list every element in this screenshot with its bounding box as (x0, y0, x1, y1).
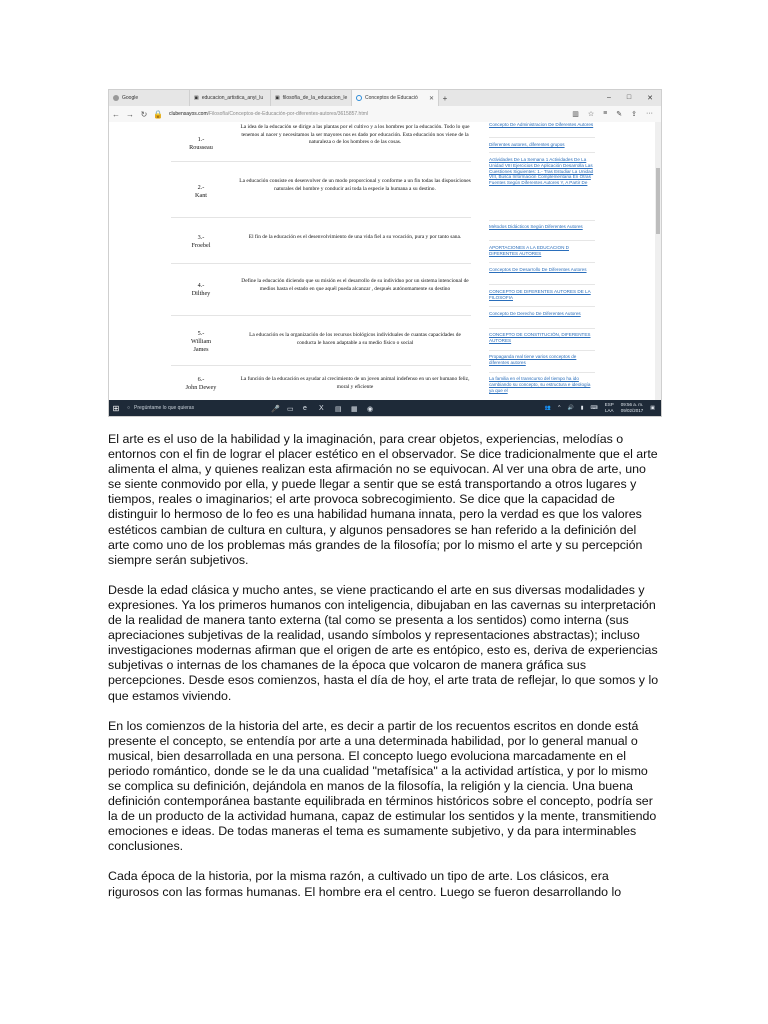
web-note-icon[interactable]: ✎ (616, 111, 623, 118)
url-path: /Filosofía/Conceptos-de-Educación-por-diferentes-autores/3615857.html (207, 111, 369, 117)
definition-cell: La educación es la organización de los recursos biológicos individuales de cuantas capacidades de conducta le hacen adaptable a su medio físico o social (249, 332, 461, 346)
tab-educacion-artistica[interactable] (190, 90, 271, 106)
task-view-icon[interactable]: ▭ (287, 405, 294, 413)
tab-label: Google (122, 95, 139, 101)
web-page-content (109, 122, 661, 400)
lock-icon: 🔒 (153, 109, 163, 119)
tab-filosofia-educacion[interactable] (271, 90, 352, 106)
article-paragraph: El arte es el uso de la habilidad y la imaginación, para crear objetos, experiencias, melodías o entornos con el fin de lograr el placer estético en el observador. Se dice tradicionalmente que el arte alimenta el alma, y quienes realizan esta afirmación no se equivocan. Al ver una obra de arte, uno se siente conmovido por ella, y puede llegar a sentir que se está transportando a otros lugares y tiempos, reales o imaginarios; el arte provoca sobrecogimiento. Se dice que la capacidad de distinguir lo hermoso de lo feo es una habilidad humana innata, pero la verdad es que los valores estéticos cambian de cultura en cultura, y algunos pensadores se han referido a la definición del arte como uno de los problemas más grandes de la filosofía; por lo mismo el arte y su percepción siempre serán subjetivos. (108, 432, 658, 567)
google-icon (113, 95, 119, 101)
cortana-search-box[interactable] (123, 400, 247, 416)
definition-cell: La educación consiste en desenvolver de un modo proporcional y conforme a un fin todas las disposiciones naturales del hombre y conducir así toda la especie la humana a su destino. (239, 178, 471, 192)
related-link[interactable]: Propaganda real tiene varios conceptos de diferentes autores (489, 354, 577, 365)
definition-cell: Define la educación diciendo que su misión es el desarrollo de su individuo por un sistema intencional de medios hasta el estado en que aquél pueda alcanzar , después autónomamente su destino (241, 278, 469, 292)
edge-icon (356, 95, 362, 101)
maximize-button[interactable]: □ (626, 94, 632, 101)
table-row (171, 166, 471, 218)
address-bar-icons (572, 110, 661, 118)
related-link[interactable]: Concepto De Derecho De Diferentes Autores (489, 311, 581, 316)
tab-label: educacion_artistica_anyi_lu (201, 95, 264, 101)
microphone-icon[interactable]: 🎤 (271, 405, 280, 413)
definition-cell: La idea de la educación se dirige a las plantas por el cultivo y a los hombres por la educación. Todo lo que tenemos al nacer y necesitamos la ser mayores nos es dado por educación. Esta educación nos viene de la naturaleza o de los hombres o de las cosas. (240, 124, 470, 146)
related-link[interactable]: La familia en el transcurso del tiempo ha ido cambiando su concepto, su estructura e ideología ya que el (489, 376, 591, 393)
favorite-star-icon[interactable]: ☆ (587, 111, 595, 118)
network-icon[interactable]: ▮ (580, 405, 584, 411)
windows-taskbar (109, 400, 661, 416)
chevron-up-icon[interactable]: ^ (558, 405, 561, 411)
store-icon[interactable]: ▦ (351, 405, 358, 413)
table-row (171, 268, 471, 316)
definition-cell: La función de la educación es ayudar al crecimiento de un joven animal indefenso en un ser humano feliz, moral y eficiente (240, 376, 470, 390)
windows-start-icon[interactable]: ⊞ (112, 403, 120, 413)
edge-active-icon[interactable]: ◉ (367, 405, 374, 413)
related-link[interactable]: Conceptos De Desarrollo De Diferentes Autores (489, 267, 587, 272)
taskbar-apps (271, 405, 374, 412)
tab-label: Conceptos de Educació (365, 95, 418, 101)
back-arrow-icon[interactable]: ← (112, 109, 120, 119)
minimize-button[interactable]: – (606, 94, 611, 101)
forward-arrow-icon[interactable]: → (126, 109, 134, 119)
article-paragraph: Desde la edad clásica y mucho antes, se viene practicando el arte en sus diversas modalidades y expresiones. Ya los primeros humanos con inteligencia, dibujaban en las cavernas su interpretación de la realidad de manera tanto externa (tal como se presenta a los sentidos) como interna (sus apreciaciones subjetivas de la realidad, usando símbolos y representaciones abstractas); incluso investigaciones modernas afirman que el origen de arte es entópico, esto es, deriva de experiencias subjetivas o internas de los chamanes de la época que volcaron de manera gráfica sus percepciones. Desde esos comienzos, hasta el día de hoy, el arte trata de reflejar, lo que somos y lo que estamos viviendo. (108, 582, 659, 703)
hub-icon[interactable]: ≡ (603, 110, 608, 117)
url-host: clubensayos.com (169, 111, 208, 117)
search-placeholder: Pregúntame lo que quieras (134, 405, 195, 411)
related-link[interactable]: CONCEPTO DE DIFERENTES AUTORES DE LA FILOSOFIA (489, 289, 591, 300)
table-row (171, 320, 471, 366)
more-icon[interactable]: ··· (646, 110, 653, 117)
reading-view-icon[interactable]: ▥ (572, 111, 579, 118)
address-bar (109, 106, 661, 123)
url-field[interactable] (169, 111, 572, 117)
related-link[interactable]: APORTACIONES A LA EDUCACION D DIFERENTES AUTORES (489, 245, 569, 256)
volume-icon[interactable]: 🔊 (567, 405, 574, 411)
article-paragraph: En los comienzos de la historia del arte, es decir a partir de los recuentos escritos en donde está presente el concepto, se entendía por arte a una determinada habilidad, por lo general manual o musical, bien desarrollada en una persona. El concepto luego evoluciona marcadamente en el periodo romántico, donde se le da una cualidad "metafísica" a la actividad artística, y por lo mismo se complica su definición, dejándola en manos de la filosofía, la religión y la ciencia. Una buena definición contemporánea bastante equilibrada en términos históricos sobre el concepto, podría ser la de un producto de la actividad humana, capaz de estimular los sentidos y la mente, transmitiendo emociones e ideas. De todas maneras el tema es sumamente subjetivo, y da para interminables conclusiones. (108, 718, 657, 854)
scrollbar-thumb[interactable] (656, 168, 660, 234)
related-link[interactable]: CONCEPTO DE CONSTITUCIÓN, DIFERENTES AUTORES (489, 332, 591, 343)
related-link[interactable]: Diferentes autores, diferentes grupos (489, 142, 565, 147)
related-link[interactable]: Concepto De Administracion De Diferentes Autores (489, 122, 594, 127)
window-controls (607, 94, 661, 102)
related-link[interactable]: Actividades De La Semana 1 Actividades De La Unidad VIII Ejercicios De Aplicación Desarrolla Las Cuestiones Siguientes: 1.- Tras Estudiar La Unidad VIII, Busca Información Complementaria En Otras Fuentes Según Diferentes Autores Y, A Partir De (489, 157, 594, 186)
file-explorer-icon[interactable]: ▤ (335, 405, 342, 413)
author-cell: 1.- Rousseau (189, 136, 213, 151)
excel-icon[interactable]: X (319, 404, 324, 412)
clock[interactable]: 09:56 a. m. 09/02/2017 (620, 402, 644, 413)
table-row (171, 370, 471, 400)
close-tab-icon[interactable]: ✕ (428, 95, 434, 102)
share-icon[interactable]: ⇪ (631, 111, 637, 118)
author-cell: 2.- Kant (194, 184, 208, 199)
cortana-circle-icon: ○ (127, 405, 131, 411)
embedded-screenshot (108, 89, 662, 417)
related-link[interactable]: Métodos Didácticos Según Diferentes Autores (489, 224, 583, 229)
author-cell: 3.- Froebel (191, 234, 211, 249)
page-icon: ▣ (194, 95, 199, 101)
page-icon: ▣ (275, 95, 280, 101)
author-cell: 5.- William James (190, 330, 212, 353)
keyboard-icon[interactable]: ⌨ (590, 405, 598, 411)
table-row (171, 124, 471, 162)
refresh-icon[interactable]: ↻ (140, 109, 148, 119)
edge-browser-icon[interactable]: e (303, 404, 307, 412)
language-indicator[interactable]: ESP LAA (604, 402, 614, 413)
article-paragraph: Cada época de la historia, por la misma razón, a cultivado un tipo de arte. Los clásicos, era rigurosos con las formas humanas. El hombre era el centro. Luego se fueron desarrollando lo (108, 869, 622, 899)
author-cell: 6.- John Dewey (185, 376, 217, 391)
close-window-button[interactable]: ✕ (647, 95, 653, 102)
notifications-icon[interactable]: ▣ (650, 405, 655, 411)
system-tray (545, 402, 661, 414)
author-cell: 4.- Dilthey (191, 282, 211, 297)
people-icon[interactable]: 👥 (544, 405, 552, 411)
tab-conceptos-educacion[interactable] (352, 90, 439, 106)
article-body (108, 432, 660, 915)
definition-cell: El fin de la educación es el desenvolvimiento de una vida fiel a su vocación, pura y por tanto sana. (248, 234, 462, 240)
browser-tab-bar (109, 90, 661, 106)
tab-google[interactable] (109, 90, 190, 106)
tab-label: filosofía_de_la_educacion_le (282, 95, 348, 101)
table-row (171, 222, 471, 264)
vertical-scrollbar[interactable] (655, 122, 661, 400)
new-tab-button[interactable]: + (442, 93, 448, 103)
